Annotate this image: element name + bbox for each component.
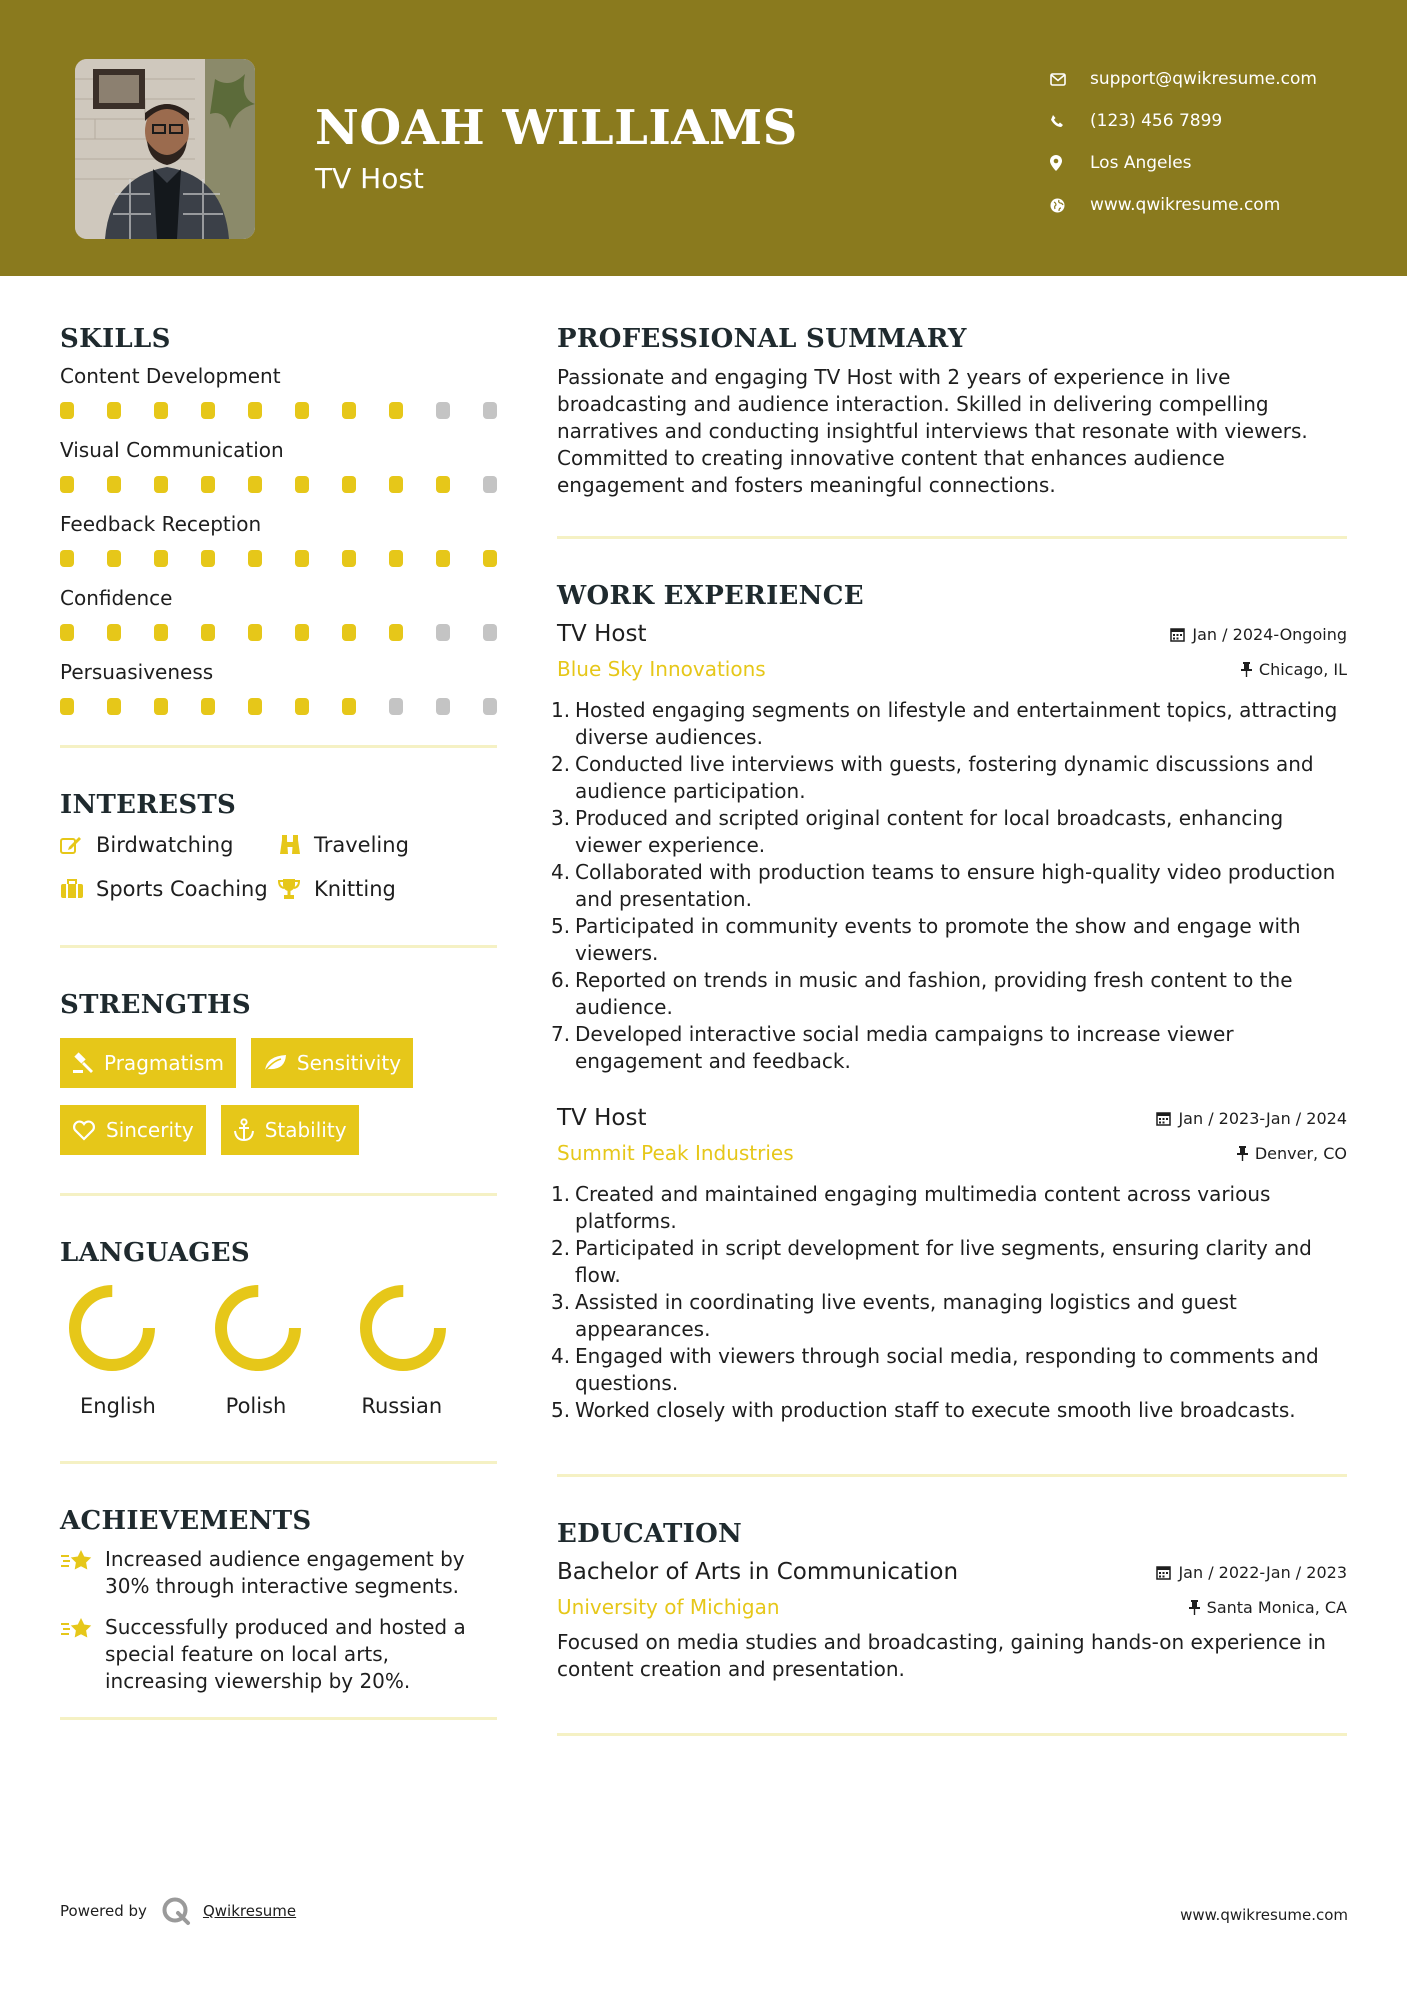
binoculars-icon <box>278 834 314 856</box>
skill-dot-filled <box>248 624 262 641</box>
company-name: Blue Sky Innovations <box>557 657 766 681</box>
contact-phone[interactable] <box>1050 100 1317 142</box>
skill-dot-empty <box>436 624 450 641</box>
section-divider <box>557 536 1347 539</box>
interest-item <box>278 877 497 901</box>
calendar-icon <box>1156 1565 1171 1580</box>
skill-dot-filled <box>107 402 121 419</box>
interest-label: Sports Coaching <box>96 877 268 901</box>
right-column <box>551 276 1347 1736</box>
skill-dot-empty <box>436 402 450 419</box>
candidate-title: TV Host <box>315 162 424 195</box>
job-entry <box>551 1105 1347 1424</box>
skill-item <box>60 438 497 493</box>
languages-title: LANGUAGES <box>60 1238 250 1268</box>
skill-dot-filled <box>342 476 356 493</box>
skill-dot-filled <box>60 698 74 715</box>
skill-dot-filled <box>60 624 74 641</box>
education-date <box>1156 1563 1347 1582</box>
education-section <box>557 1519 1347 1683</box>
language-item <box>60 1282 206 1418</box>
summary-section <box>557 324 1347 499</box>
achievement-item <box>60 1546 497 1600</box>
interest-label: Birdwatching <box>96 833 234 857</box>
skill-level-meter <box>60 698 497 715</box>
job-bullet: 5. Worked closely with production staff to execute smooth live broadcasts. <box>551 1398 1296 1422</box>
skill-dot-filled <box>389 624 403 641</box>
skills-list <box>60 364 497 715</box>
education-date-text: Jan / 2022-Jan / 2023 <box>1178 1562 1347 1582</box>
skill-dot-filled <box>201 402 215 419</box>
trophy-icon <box>278 878 314 900</box>
skill-dot-filled <box>295 624 309 641</box>
contact-email-text: support@qwikresume.com <box>1090 69 1317 89</box>
anchor-icon <box>233 1118 255 1142</box>
skill-item <box>60 586 497 641</box>
contact-location-text: Los Angeles <box>1090 153 1192 173</box>
job-bullet-list <box>551 697 1347 1075</box>
contact-website[interactable] <box>1050 184 1317 226</box>
skill-dot-filled <box>295 550 309 567</box>
heart-icon <box>72 1120 96 1141</box>
profile-photo <box>75 59 255 239</box>
skill-dot-filled <box>342 402 356 419</box>
skill-name: Confidence <box>60 586 173 610</box>
skill-dot-filled <box>60 402 74 419</box>
skill-dot-filled <box>342 698 356 715</box>
skill-dot-filled <box>107 698 121 715</box>
skill-dot-empty <box>483 624 497 641</box>
qwikresume-logo-icon <box>161 1896 191 1926</box>
section-divider <box>60 1193 497 1196</box>
pushpin-icon <box>1237 1146 1248 1161</box>
section-divider <box>557 1474 1347 1477</box>
languages-list <box>60 1282 497 1418</box>
achievements-title: ACHIEVEMENTS <box>60 1506 312 1536</box>
section-divider <box>60 745 497 748</box>
skill-dot-filled <box>295 476 309 493</box>
skill-dot-filled <box>154 624 168 641</box>
job-title: TV Host <box>557 1105 647 1131</box>
job-bullet: 6. Reported on trends in music and fashion, providing fresh content to the audience. <box>551 968 1293 1019</box>
job-bullet: 5. Participated in community events to promote the show and engage with viewers. <box>551 914 1301 965</box>
language-level-arc <box>75 1291 149 1365</box>
achievements-list <box>60 1546 497 1695</box>
achievement-text: Successfully produced and hosted a special feature on local arts, increasing viewership by 20%. <box>105 1615 466 1693</box>
summary-text: Passionate and engaging TV Host with 2 years of experience in live broadcasting and audience interaction. Skilled in delivering compelling narratives and conducting insightful interviews that resonate with viewers. Committed to creating innovative content that enhances audience engagement and fosters meaningful connections. <box>557 365 1308 497</box>
company-name: Summit Peak Industries <box>557 1141 794 1165</box>
strengths-title: STRENGTHS <box>60 990 251 1020</box>
interests-list <box>60 833 497 901</box>
skill-dot-filled <box>248 550 262 567</box>
skill-level-meter <box>60 550 497 567</box>
language-item <box>351 1282 497 1418</box>
pushpin-icon <box>1189 1600 1200 1615</box>
job-location-text: Denver, CO <box>1254 1143 1347 1163</box>
experience-title: WORK EXPERIENCE <box>557 581 864 611</box>
education-title: EDUCATION <box>557 1519 743 1549</box>
interests-title: INTERESTS <box>60 790 237 820</box>
skill-dot-filled <box>295 402 309 419</box>
shooting-star-icon <box>60 1614 105 1646</box>
skill-dot-filled <box>201 624 215 641</box>
powered-by-text: Powered by <box>60 1902 147 1920</box>
job-bullet-list <box>551 1181 1347 1424</box>
language-level-arc <box>366 1291 440 1365</box>
strength-tag <box>60 1038 236 1088</box>
job-location <box>1241 660 1347 679</box>
skills-title: SKILLS <box>60 324 171 354</box>
skill-dot-filled <box>248 476 262 493</box>
contact-list <box>1050 58 1317 226</box>
skill-dot-filled <box>483 550 497 567</box>
resume-header <box>0 0 1407 276</box>
job-date-text: Jan / 2023-Jan / 2024 <box>1178 1108 1347 1128</box>
contact-location <box>1050 142 1317 184</box>
language-label: Russian <box>361 1394 443 1418</box>
footer-powered-by <box>60 1896 296 1926</box>
achievements-section <box>60 1506 497 1695</box>
education-location <box>1189 1598 1347 1617</box>
skill-level-meter <box>60 476 497 493</box>
skill-dot-filled <box>389 550 403 567</box>
job-bullet: 1. Hosted engaging segments on lifestyle and entertainment topics, attracting diverse audiences. <box>551 698 1338 749</box>
language-item <box>206 1282 352 1418</box>
skill-item <box>60 660 497 715</box>
contact-email[interactable] <box>1050 58 1317 100</box>
interest-item <box>278 833 497 857</box>
skill-item <box>60 364 497 419</box>
contact-website-text: www.qwikresume.com <box>1090 195 1281 215</box>
briefcase-icon <box>60 879 96 899</box>
job-date <box>1170 625 1347 644</box>
skill-dot-filled <box>248 402 262 419</box>
interest-label: Knitting <box>314 877 396 901</box>
profile-photo-image <box>75 59 255 239</box>
strength-tag <box>221 1105 359 1155</box>
school-name: University of Michigan <box>557 1595 780 1619</box>
skill-dot-empty <box>483 476 497 493</box>
edit-icon <box>60 835 96 855</box>
interest-item <box>60 877 278 901</box>
job-bullet: 7. Developed interactive social media campaigns to increase viewer engagement and feedback. <box>551 1022 1234 1073</box>
skill-name: Content Development <box>60 364 281 388</box>
strength-label: Stability <box>264 1118 347 1142</box>
skill-level-meter <box>60 402 497 419</box>
interest-label: Traveling <box>314 833 409 857</box>
job-bullet: 2. Participated in script development for live segments, ensuring clarity and flow. <box>551 1236 1312 1287</box>
skill-name: Feedback Reception <box>60 512 262 536</box>
skill-dot-filled <box>342 624 356 641</box>
experience-section <box>551 581 1347 1424</box>
skill-dot-filled <box>436 550 450 567</box>
skill-name: Persuasiveness <box>60 660 214 684</box>
skill-dot-empty <box>483 402 497 419</box>
skill-dot-filled <box>342 550 356 567</box>
footer-website-link[interactable]: www.qwikresume.com <box>1180 1906 1348 1924</box>
language-label: English <box>80 1394 156 1418</box>
strength-label: Sincerity <box>106 1118 194 1142</box>
language-level-ring <box>206 1282 302 1372</box>
job-bullet: 3. Assisted in coordinating live events, managing logistics and guest appearances. <box>551 1290 1237 1341</box>
skill-dot-filled <box>60 476 74 493</box>
language-level-ring <box>60 1282 156 1372</box>
interest-item <box>60 833 278 857</box>
skill-dot-filled <box>60 550 74 567</box>
skill-dot-empty <box>483 698 497 715</box>
section-divider <box>60 1717 497 1720</box>
job-bullet: 4. Collaborated with production teams to ensure high-quality video production and presentation. <box>551 860 1336 911</box>
skill-dot-empty <box>389 698 403 715</box>
achievement-text: Increased audience engagement by 30% through interactive segments. <box>105 1547 465 1598</box>
envelope-icon <box>1050 73 1090 86</box>
achievement-item <box>60 1614 497 1695</box>
skill-dot-filled <box>389 476 403 493</box>
strengths-section <box>60 990 497 1155</box>
skill-name: Visual Communication <box>60 438 284 462</box>
calendar-icon <box>1156 1111 1171 1126</box>
globe-icon <box>1050 198 1090 213</box>
skill-dot-filled <box>154 402 168 419</box>
contact-phone-text: (123) 456 7899 <box>1090 111 1223 131</box>
skill-dot-filled <box>107 550 121 567</box>
skill-dot-filled <box>436 476 450 493</box>
skills-section <box>60 324 497 715</box>
skill-dot-filled <box>107 476 121 493</box>
strength-tag <box>60 1105 206 1155</box>
strength-label: Pragmatism <box>104 1051 224 1075</box>
left-column <box>60 276 497 1720</box>
section-divider <box>60 1461 497 1464</box>
education-description: Focused on media studies and broadcasting, gaining hands-on experience in content creation and presentation. <box>557 1630 1326 1681</box>
languages-section <box>60 1238 497 1418</box>
skill-dot-filled <box>295 698 309 715</box>
language-level-arc <box>221 1291 295 1365</box>
job-title: TV Host <box>557 621 647 647</box>
skill-level-meter <box>60 624 497 641</box>
gavel-icon <box>72 1052 94 1074</box>
job-entry <box>551 621 1347 1075</box>
skill-dot-empty <box>436 698 450 715</box>
skill-dot-filled <box>154 550 168 567</box>
skill-item <box>60 512 497 567</box>
skill-dot-filled <box>201 476 215 493</box>
skill-dot-filled <box>154 476 168 493</box>
job-date <box>1156 1109 1347 1128</box>
strength-tag <box>251 1038 413 1088</box>
job-location <box>1237 1144 1347 1163</box>
skill-dot-filled <box>248 698 262 715</box>
skill-dot-filled <box>389 402 403 419</box>
section-divider <box>60 945 497 948</box>
skill-dot-filled <box>201 550 215 567</box>
skill-dot-filled <box>201 698 215 715</box>
strengths-list <box>60 1038 497 1155</box>
job-bullet: 4. Engaged with viewers through social media, responding to comments and questions. <box>551 1344 1319 1395</box>
shooting-star-icon <box>60 1546 105 1578</box>
calendar-icon <box>1170 627 1185 642</box>
qwikresume-link[interactable]: Qwikresume <box>202 1902 297 1920</box>
education-location-text: Santa Monica, CA <box>1206 1597 1347 1617</box>
degree-title: Bachelor of Arts in Communication <box>557 1559 959 1585</box>
strength-label: Sensitivity <box>296 1051 402 1075</box>
pushpin-icon <box>1241 662 1252 677</box>
skill-dot-filled <box>154 698 168 715</box>
job-bullet: 3. Produced and scripted original content for local broadcasts, enhancing viewer experience. <box>551 806 1284 857</box>
job-date-text: Jan / 2024-Ongoing <box>1192 624 1347 644</box>
map-pin-icon <box>1050 155 1090 171</box>
phone-icon <box>1050 114 1090 128</box>
candidate-name: NOAH WILLIAMS <box>315 100 798 156</box>
leaf-icon <box>263 1054 287 1072</box>
summary-title: PROFESSIONAL SUMMARY <box>557 324 967 354</box>
job-location-text: Chicago, IL <box>1258 659 1347 679</box>
job-bullet: 1. Created and maintained engaging multimedia content across various platforms. <box>551 1182 1271 1233</box>
skill-dot-filled <box>107 624 121 641</box>
job-bullet: 2. Conducted live interviews with guests, fostering dynamic discussions and audience participation. <box>551 752 1314 803</box>
language-level-ring <box>351 1282 447 1372</box>
section-divider <box>557 1733 1347 1736</box>
interests-section <box>60 790 497 901</box>
language-label: Polish <box>225 1394 287 1418</box>
